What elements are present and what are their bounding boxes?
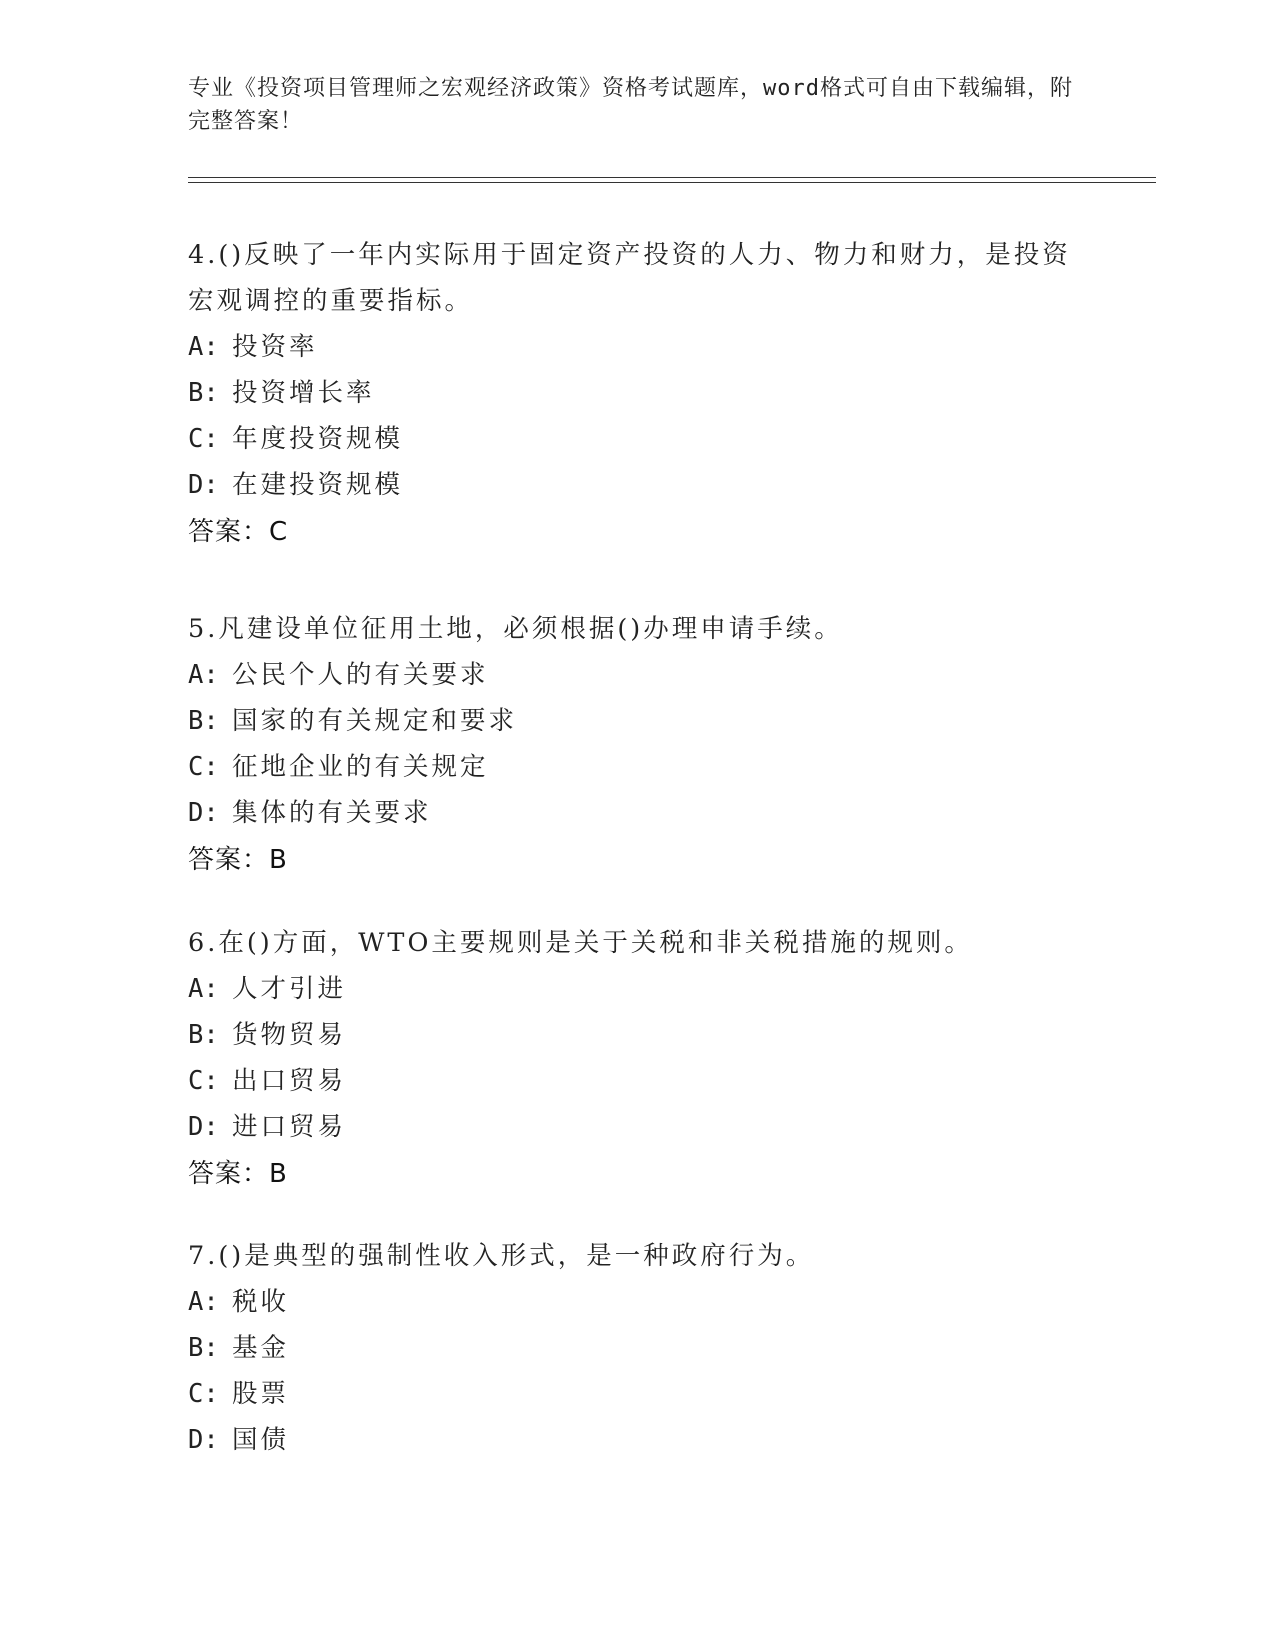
answer-line: 答案：B: [188, 845, 288, 875]
option-a: [188, 652, 1088, 698]
header-divider-top: [188, 177, 1156, 178]
option-text: 货物贸易: [232, 1020, 347, 1050]
option-key: B:: [188, 378, 219, 408]
option-c: [188, 1058, 1088, 1104]
question-6: [188, 920, 1088, 1198]
option-key: D:: [188, 1112, 219, 1142]
option-key: A:: [188, 974, 219, 1004]
option-c: [188, 744, 1088, 790]
option-text: 投资增长率: [232, 378, 375, 408]
option-text: 税收: [232, 1287, 290, 1317]
document-header: 专业《投资项目管理师之宏观经济政策》资格考试题库，word格式可自由下载编辑，附完整答案！: [188, 76, 1073, 134]
option-d: [188, 462, 1088, 508]
option-text: 进口贸易: [232, 1112, 347, 1142]
option-key: A:: [188, 660, 219, 690]
option-text: 人才引进: [232, 974, 347, 1004]
question-stem: 5.凡建设单位征用土地，必须根据()办理申请手续。: [188, 614, 843, 644]
option-text: 股票: [232, 1379, 290, 1409]
option-text: 基金: [232, 1333, 290, 1363]
option-key: A:: [188, 1287, 219, 1317]
header-divider-bottom: [188, 182, 1156, 183]
option-text: 集体的有关要求: [232, 798, 432, 828]
answer-line: 答案：B: [188, 1159, 288, 1189]
option-key: D:: [188, 1425, 219, 1455]
option-key: B:: [188, 1333, 219, 1363]
option-text: 投资率: [232, 332, 318, 362]
question-7: [188, 1233, 1088, 1463]
option-text: 公民个人的有关要求: [232, 660, 489, 690]
question-4: [188, 232, 1088, 556]
option-key: B:: [188, 1020, 219, 1050]
option-c: [188, 416, 1088, 462]
question-stem: 4.()反映了一年内实际用于固定资产投资的人力、物力和财力，是投资宏观调控的重要指标。: [188, 240, 1071, 316]
answer-line: 答案：C: [188, 517, 289, 547]
question-5: [188, 606, 1088, 884]
option-b: [188, 1325, 1088, 1371]
option-key: C:: [188, 752, 219, 782]
question-stem: 6.在()方面，WTO主要规则是关于关税和非关税措施的规则。: [188, 928, 973, 958]
option-key: A:: [188, 332, 219, 362]
option-text: 年度投资规模: [232, 424, 404, 454]
option-a: [188, 1279, 1088, 1325]
option-b: [188, 370, 1088, 416]
option-a: [188, 324, 1088, 370]
option-key: B:: [188, 706, 219, 736]
option-b: [188, 1012, 1088, 1058]
option-key: D:: [188, 470, 219, 500]
option-text: 国债: [232, 1425, 290, 1455]
option-text: 出口贸易: [232, 1066, 347, 1096]
option-key: D:: [188, 798, 219, 828]
option-text: 在建投资规模: [232, 470, 404, 500]
option-c: [188, 1371, 1088, 1417]
option-b: [188, 698, 1088, 744]
option-d: [188, 790, 1088, 836]
option-a: [188, 966, 1088, 1012]
option-d: [188, 1417, 1088, 1463]
option-text: 国家的有关规定和要求: [232, 706, 518, 736]
option-key: C:: [188, 1379, 219, 1409]
question-stem: 7.()是典型的强制性收入形式，是一种政府行为。: [188, 1241, 815, 1271]
option-d: [188, 1104, 1088, 1150]
option-key: C:: [188, 424, 219, 454]
option-key: C:: [188, 1066, 219, 1096]
option-text: 征地企业的有关规定: [232, 752, 489, 782]
